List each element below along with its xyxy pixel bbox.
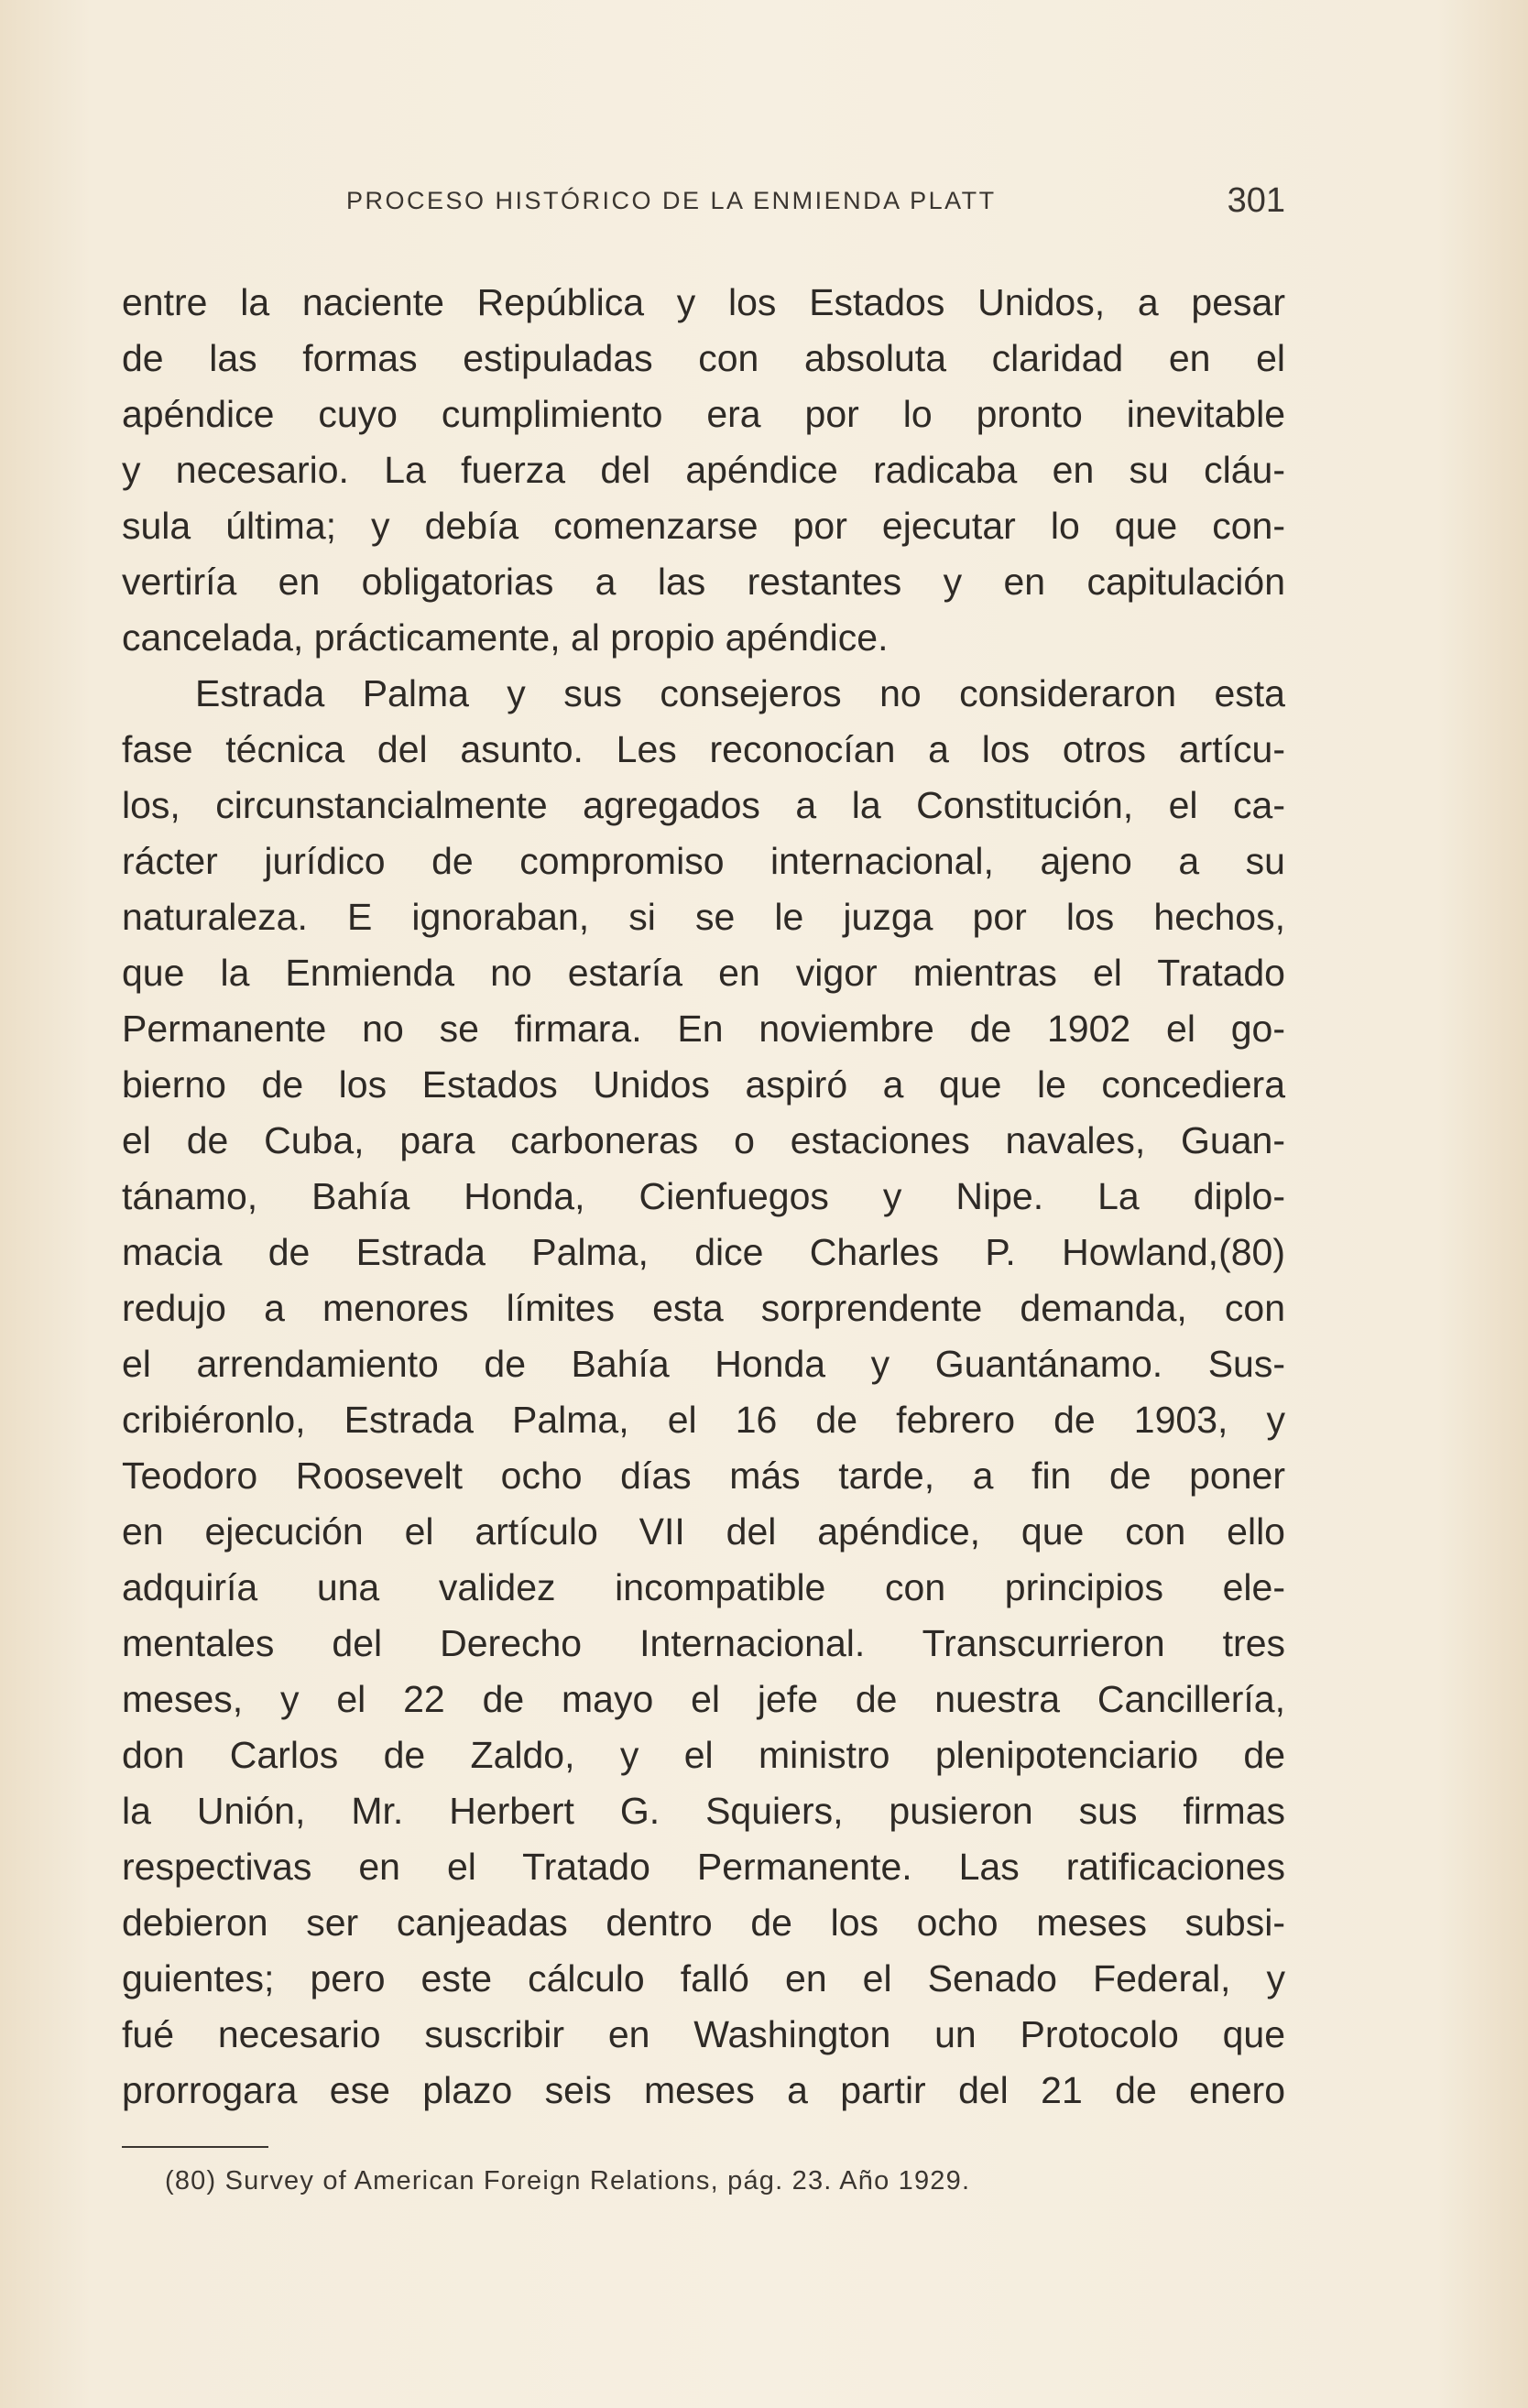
text-line: mentales del Derecho Internacional. Transcurrieron tres xyxy=(122,1622,1285,1664)
text-line: el de Cuba, para carboneras o estaciones navales, Guan- xyxy=(122,1119,1285,1161)
text-line: el arrendamiento de Bahía Honda y Guantánamo. Sus- xyxy=(122,1343,1285,1385)
page-number: 301 xyxy=(1227,181,1285,220)
running-title: PROCESO HISTÓRICO DE LA ENMIENDA PLATT xyxy=(346,187,997,214)
text-line: don Carlos de Zaldo, y el ministro plenipotenciario de xyxy=(122,1734,1285,1776)
text-line: apéndice cuyo cumplimiento era por lo pronto inevitable xyxy=(122,393,1285,435)
paragraph-start-line: Estrada Palma y sus consejeros no consideraron esta xyxy=(195,672,1285,714)
text-line: Teodoro Roosevelt ocho días más tarde, a fin de poner xyxy=(122,1455,1285,1497)
text-line: fase técnica del asunto. Les reconocían a los otros artícu- xyxy=(122,728,1285,770)
paragraph-end-line: cancelada, prácticamente, al propio apéndice. xyxy=(122,616,889,659)
text-line: en ejecución el artículo VII del apéndice, que con ello xyxy=(122,1510,1285,1553)
running-head xyxy=(122,181,1285,227)
text-line: la Unión, Mr. Herbert G. Squiers, pusieron sus firmas xyxy=(122,1790,1285,1832)
text-line: Permanente no se firmara. En noviembre de 1902 el go- xyxy=(122,1008,1285,1050)
text-line: sula última; y debía comenzarse por ejecutar lo que con- xyxy=(122,505,1285,547)
text-line: rácter jurídico de compromiso internacional, ajeno a su xyxy=(122,840,1285,882)
text-line: que la Enmienda no estaría en vigor mientras el Tratado xyxy=(122,952,1285,994)
text-line: respectivas en el Tratado Permanente. Las ratificaciones xyxy=(122,1846,1285,1888)
text-line: meses, y el 22 de mayo el jefe de nuestra Cancillería, xyxy=(122,1678,1285,1720)
text-line: adquiría una validez incompatible con principios ele- xyxy=(122,1566,1285,1608)
text-line: redujo a menores límites esta sorprendente demanda, con xyxy=(122,1287,1285,1329)
text-line-with-footnote-ref: macia de Estrada Palma, dice Charles P. Howland,(80) xyxy=(122,1231,1285,1273)
text-line: tánamo, Bahía Honda, Cienfuegos y Nipe. La diplo- xyxy=(122,1175,1285,1217)
text-line: vertiría en obligatorias a las restantes y en capitulación xyxy=(122,561,1285,603)
footnote: (80) Survey of American Foreign Relations, pág. 23. Año 1929. xyxy=(165,2166,971,2196)
text-line: naturaleza. E ignoraban, si se le juzga por los hechos, xyxy=(122,896,1285,938)
text-line: cribiéronlo, Estrada Palma, el 16 de febrero de 1903, y xyxy=(122,1399,1285,1441)
text-line: y necesario. La fuerza del apéndice radicaba en su cláu- xyxy=(122,449,1285,491)
body-text xyxy=(122,275,1285,2119)
text-line: de las formas estipuladas con absoluta claridad en el xyxy=(122,337,1285,379)
footnote-divider xyxy=(122,2146,268,2148)
text-line: entre la naciente República y los Estados Unidos, a pesar xyxy=(122,281,1285,323)
text-line: bierno de los Estados Unidos aspiró a que le concediera xyxy=(122,1063,1285,1106)
text-line: guientes; pero este cálculo falló en el Senado Federal, y xyxy=(122,1957,1285,1999)
text-line: debieron ser canjeadas dentro de los ocho meses subsi- xyxy=(122,1901,1285,1944)
text-line: los, circunstancialmente agregados a la Constitución, el ca- xyxy=(122,784,1285,826)
text-line: fué necesario suscribir en Washington un Protocolo que xyxy=(122,2013,1285,2055)
text-line: prorrogara ese plazo seis meses a partir del 21 de enero xyxy=(122,2069,1285,2111)
